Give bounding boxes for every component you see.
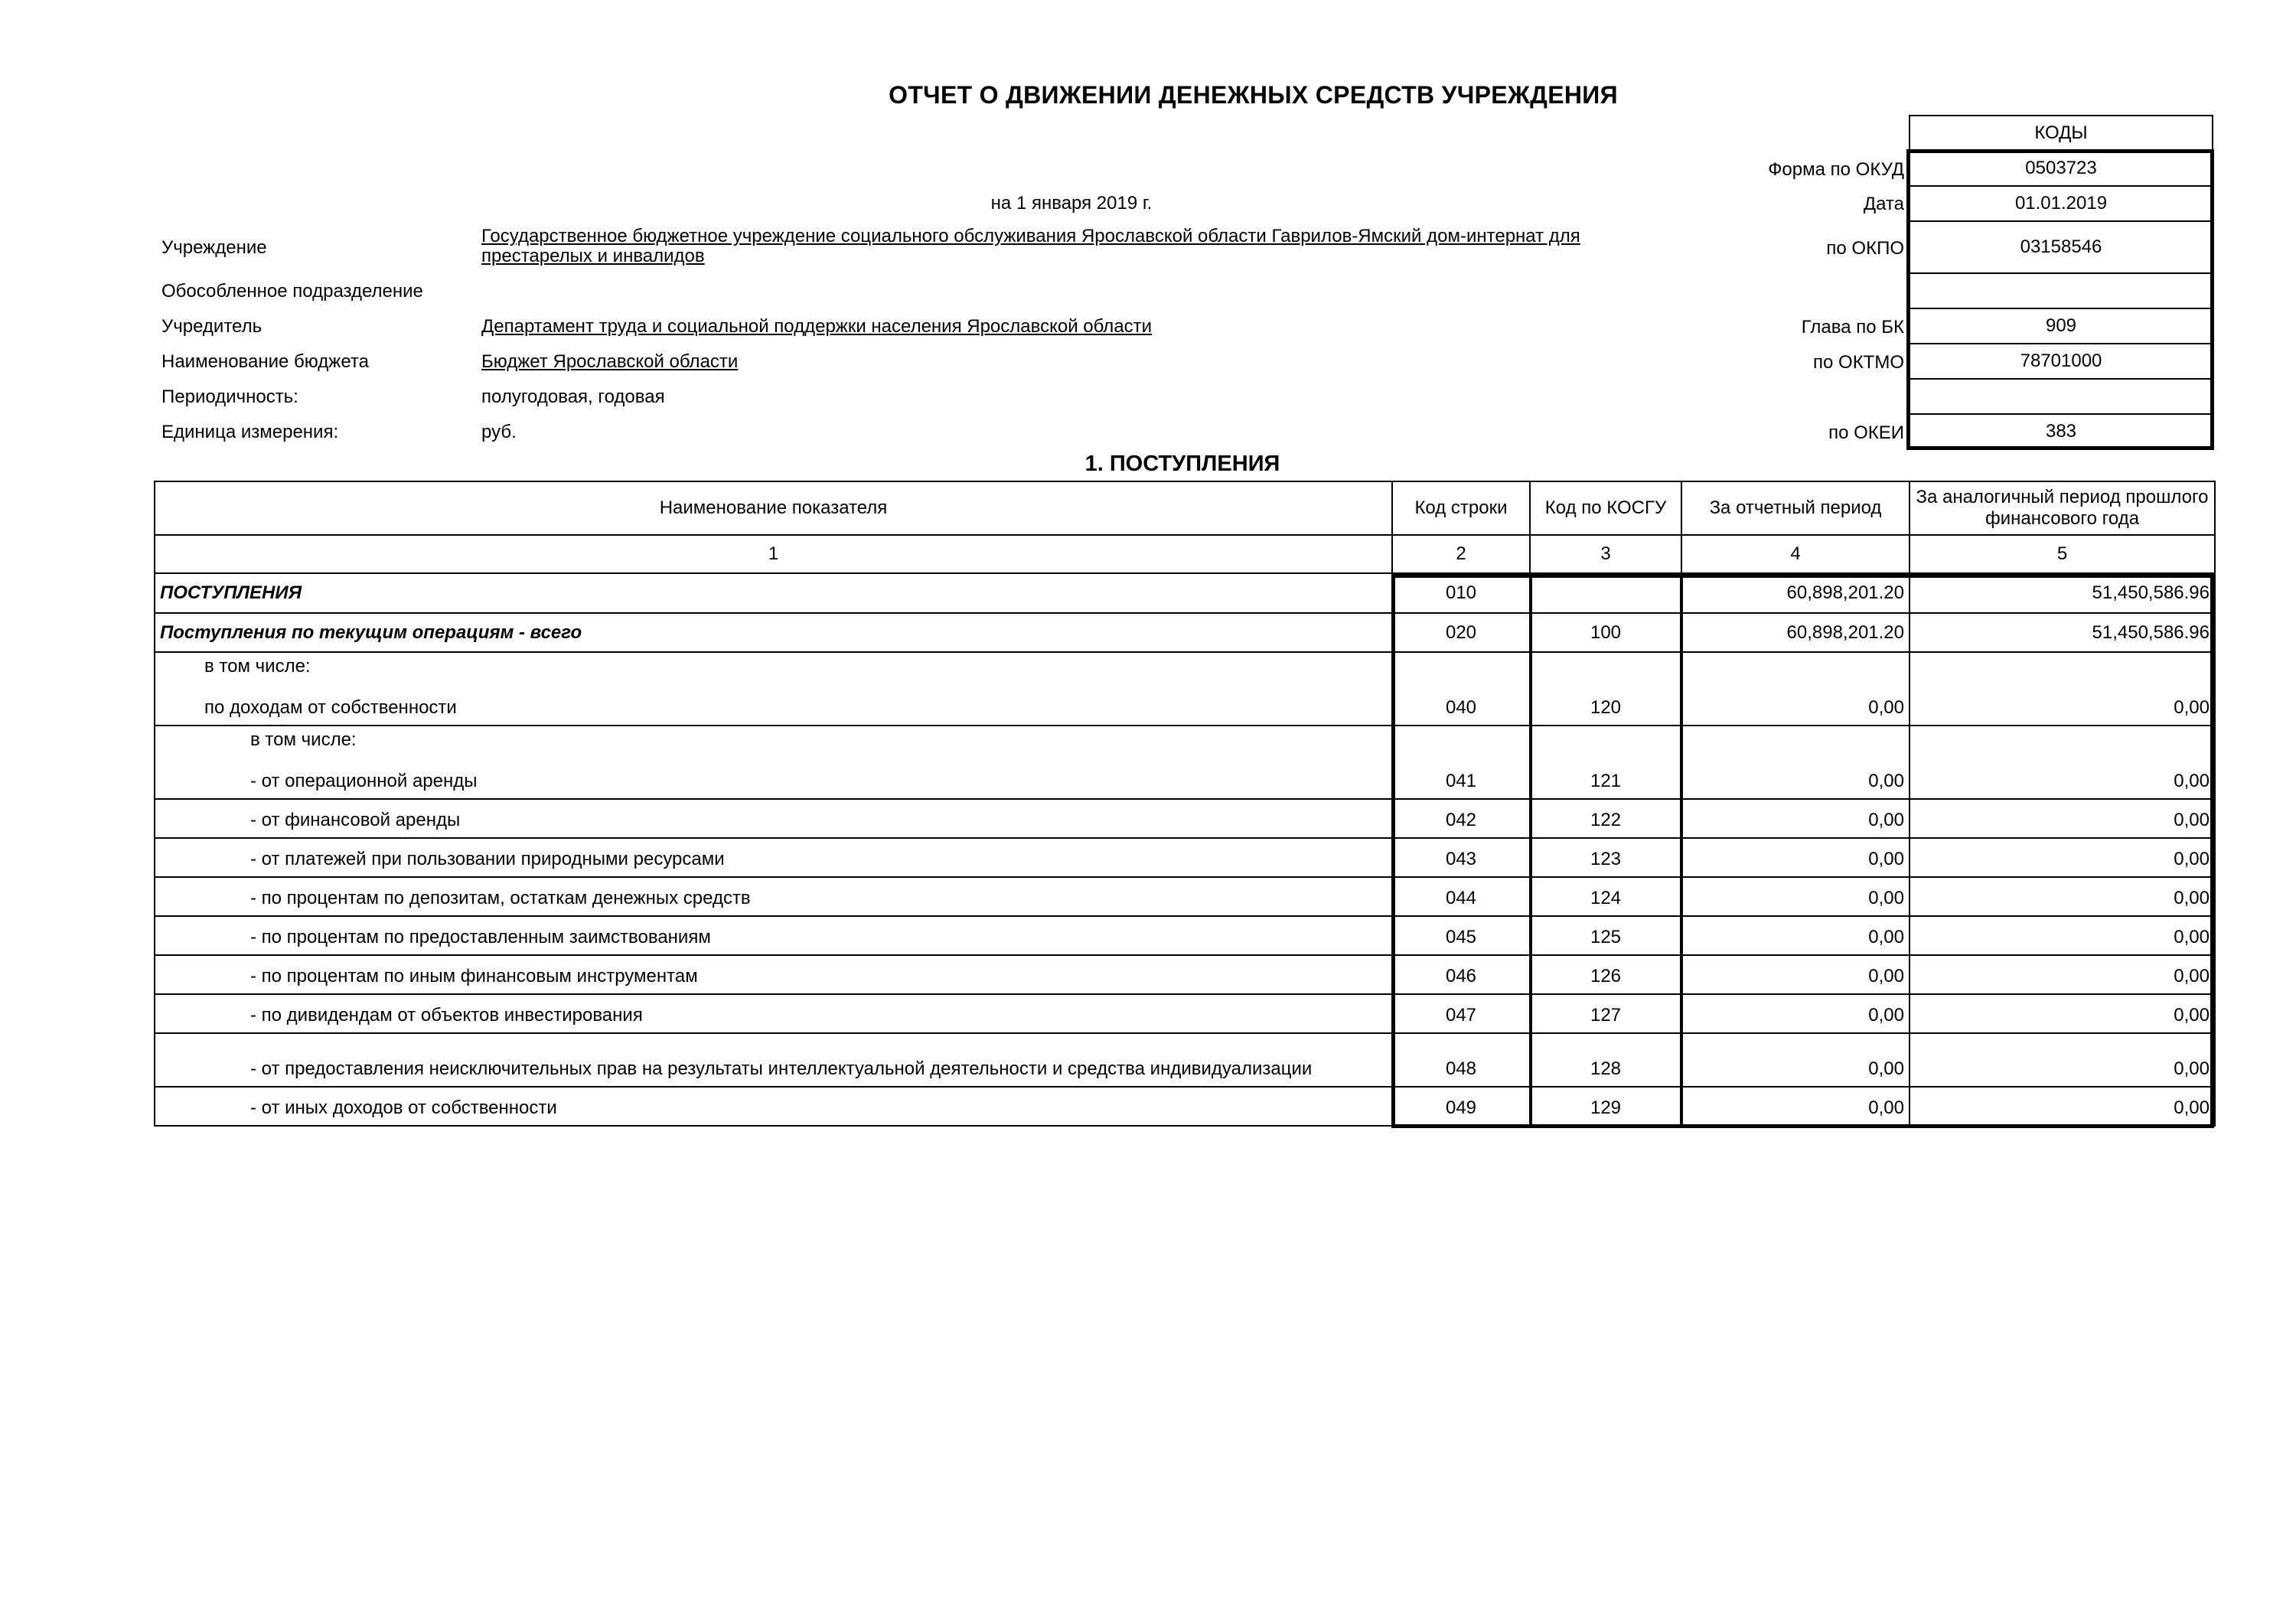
institution-value-line-2: престарелых и инвалидов [481, 246, 705, 266]
header-name: Наименование показателя [155, 481, 1392, 535]
okud-label: Форма по ОКУД [1768, 159, 1904, 180]
row-kosgu: 100 [1530, 613, 1681, 652]
okpo-code: 03158546 [1910, 221, 2213, 273]
row-kosgu: 123 [1530, 838, 1681, 877]
row-code: 041 [1392, 726, 1530, 799]
row-previous: 0,00 [1910, 726, 2215, 799]
okei-label: по ОКЕИ [1828, 422, 1904, 443]
col-number: 4 [1681, 535, 1910, 573]
row-previous: 0,00 [1910, 1033, 2215, 1087]
row-name-cell [155, 652, 1392, 726]
row-code: 042 [1392, 799, 1530, 838]
bk-label: Глава по БК [1801, 317, 1904, 338]
row-kosgu: 124 [1530, 877, 1681, 916]
row-kosgu: 129 [1530, 1087, 1681, 1126]
row-code: 048 [1392, 1033, 1530, 1087]
unit-label: Единица измерения: [161, 422, 339, 442]
row-code: 049 [1392, 1087, 1530, 1126]
row-current: 0,00 [1681, 916, 1910, 955]
institution-value-line-1: Государственное бюджетное учреждение социального обслуживания Ярославской области Гаврилов-Ямский дом-интернат для [481, 226, 1580, 246]
row-name: - по процентам по предоставленным заимствованиям [155, 916, 1392, 955]
header-previous: За аналогичный период прошлого финансового года [1910, 481, 2215, 535]
oktmo-code: 78701000 [1910, 344, 2213, 379]
row-kosgu: 127 [1530, 994, 1681, 1033]
row-name: - от иных доходов от собственности [155, 1087, 1392, 1126]
table-row [155, 799, 2215, 838]
table-row [155, 1087, 2215, 1126]
row-current: 60,898,201.20 [1681, 573, 1910, 613]
row-code: 046 [1392, 955, 1530, 994]
section-title: 1. ПОСТУПЛЕНИЯ [1084, 452, 1280, 476]
periodicity-label: Периодичность: [161, 386, 298, 407]
row-name: ПОСТУПЛЕНИЯ [155, 573, 1392, 613]
row-previous: 51,450,586.96 [1910, 613, 2215, 652]
row-previous: 0,00 [1910, 652, 2215, 726]
founder-value: Департамент труда и социальной поддержки населения Ярославской области [481, 316, 1153, 337]
row-name: - от предоставления неисключительных прав на результаты интеллектуальной деятельности и средства индивидуализации [155, 1033, 1392, 1087]
codes-header: КОДЫ [1910, 116, 2213, 151]
row-name: Поступления по текущим операциям - всего [155, 613, 1392, 652]
table-row [155, 955, 2215, 994]
row-name: по доходам от собственности [204, 697, 457, 718]
table-row [155, 916, 2215, 955]
separate-division-code [1910, 273, 2213, 308]
unit-value: руб. [481, 422, 517, 442]
budget-label: Наименование бюджета [161, 351, 369, 372]
row-kosgu: 125 [1530, 916, 1681, 955]
row-code: 020 [1392, 613, 1530, 652]
founder-label: Учредитель [161, 316, 263, 337]
table-row [155, 1033, 2215, 1087]
row-code: 010 [1392, 573, 1530, 613]
report-date-line: на 1 января 2019 г. [990, 193, 1153, 214]
header-reporting: За отчетный период [1681, 481, 1910, 535]
row-current: 0,00 [1681, 994, 1910, 1033]
report-title: ОТЧЕТ О ДВИЖЕНИИ ДЕНЕЖНЫХ СРЕДСТВ УЧРЕЖДЕНИЯ [889, 81, 1618, 109]
row-name: - по дивидендам от объектов инвестирования [155, 994, 1392, 1033]
periodicity-value: полугодовая, годовая [481, 386, 665, 407]
table-row [155, 652, 2215, 726]
date-code-label: Дата [1863, 194, 1904, 214]
row-previous: 51,450,586.96 [1910, 573, 2215, 613]
okei-code: 383 [1910, 414, 2213, 449]
row-code: 040 [1392, 652, 1530, 726]
row-current: 0,00 [1681, 799, 1910, 838]
row-kosgu: 128 [1530, 1033, 1681, 1087]
row-code: 044 [1392, 877, 1530, 916]
row-current: 0,00 [1681, 838, 1910, 877]
row-previous: 0,00 [1910, 838, 2215, 877]
row-current: 0,00 [1681, 652, 1910, 726]
table-row [155, 726, 2215, 799]
okud-code: 0503723 [1910, 151, 2213, 186]
row-prefix: в том числе: [250, 729, 357, 750]
row-current: 60,898,201.20 [1681, 613, 1910, 652]
col-number: 3 [1530, 535, 1681, 573]
header-kosgu: Код по КОСГУ [1530, 481, 1681, 535]
col-number: 1 [155, 535, 1392, 573]
oktmo-label: по ОКТМО [1813, 352, 1904, 373]
row-previous: 0,00 [1910, 994, 2215, 1033]
receipts-table [154, 481, 2216, 1127]
row-kosgu: 122 [1530, 799, 1681, 838]
row-current: 0,00 [1681, 726, 1910, 799]
row-code: 047 [1392, 994, 1530, 1033]
row-code: 043 [1392, 838, 1530, 877]
row-name: - по процентам по иным финансовым инструментам [155, 955, 1392, 994]
row-prefix: в том числе: [204, 656, 311, 677]
row-name-cell [155, 726, 1392, 799]
budget-value: Бюджет Ярославской области [481, 351, 739, 372]
row-previous: 0,00 [1910, 955, 2215, 994]
row-previous: 0,00 [1910, 799, 2215, 838]
codes-table [1909, 115, 2213, 450]
col-number: 5 [1910, 535, 2215, 573]
header-line-code: Код строки [1392, 481, 1530, 535]
table-row [155, 573, 2215, 613]
institution-label: Учреждение [161, 237, 267, 258]
table-row [155, 838, 2215, 877]
table-row [155, 613, 2215, 652]
row-current: 0,00 [1681, 1087, 1910, 1126]
row-name: - от платежей при пользовании природными ресурсами [155, 838, 1392, 877]
row-name: - по процентам по депозитам, остаткам денежных средств [155, 877, 1392, 916]
date-code: 01.01.2019 [1910, 186, 2213, 221]
row-kosgu: 120 [1530, 652, 1681, 726]
okpo-label: по ОКПО [1826, 238, 1904, 259]
row-previous: 0,00 [1910, 877, 2215, 916]
bk-code: 909 [1910, 308, 2213, 344]
table-row [155, 994, 2215, 1033]
row-previous: 0,00 [1910, 1087, 2215, 1126]
periodicity-code [1910, 379, 2213, 414]
row-kosgu [1530, 573, 1681, 613]
col-number: 2 [1392, 535, 1530, 573]
row-kosgu: 126 [1530, 955, 1681, 994]
row-kosgu: 121 [1530, 726, 1681, 799]
row-current: 0,00 [1681, 955, 1910, 994]
row-code: 045 [1392, 916, 1530, 955]
separate-division-label: Обособленное подразделение [161, 281, 423, 302]
table-row [155, 877, 2215, 916]
row-current: 0,00 [1681, 877, 1910, 916]
row-name: - от операционной аренды [250, 771, 478, 791]
row-previous: 0,00 [1910, 916, 2215, 955]
row-current: 0,00 [1681, 1033, 1910, 1087]
row-name: - от финансовой аренды [155, 799, 1392, 838]
